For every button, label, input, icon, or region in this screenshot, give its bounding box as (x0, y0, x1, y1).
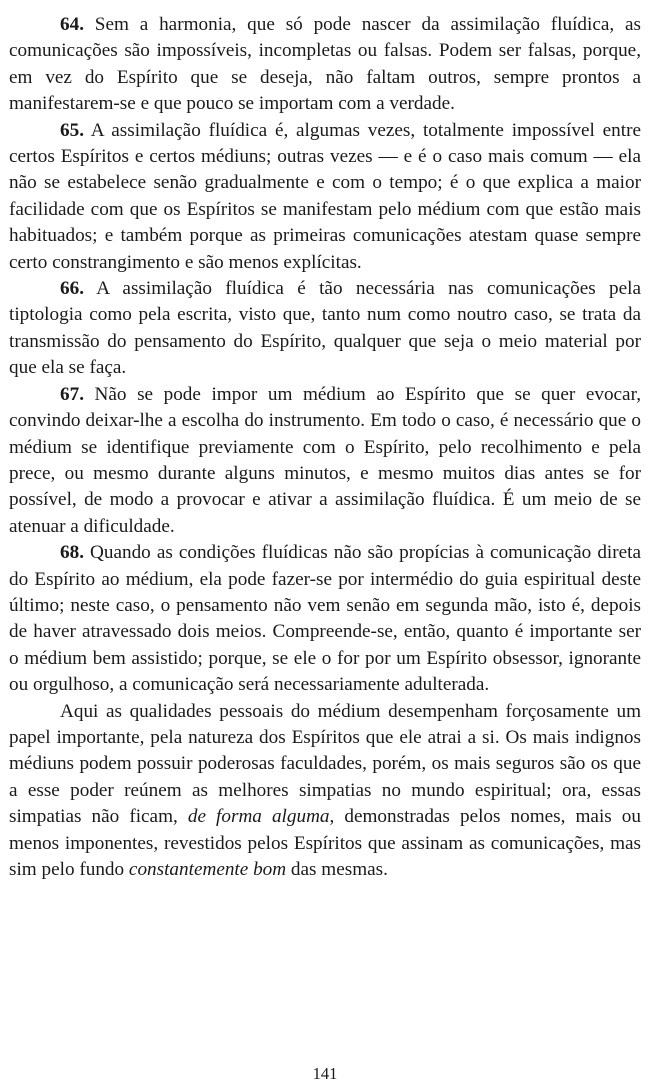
paragraph-number: 66. (60, 278, 84, 300)
paragraph-number: 65. (60, 119, 84, 141)
paragraph-67 (9, 382, 641, 540)
page-body (9, 12, 641, 883)
paragraph-68 (9, 540, 641, 698)
paragraph-number: 68. (60, 542, 84, 564)
paragraph-final (9, 699, 641, 884)
paragraph-text: , demonstradas pelos nomes, mais ou menos imponentes, revestidos pelos Espíritos que assinam as comunicações, mas sim pelo fundo (9, 806, 641, 880)
paragraph-text: Quando as condições fluídicas não são propícias à comunicação direta do Espírito ao médium, ela pode fazer-se por intermédio do guia espiritual deste último; neste caso, o pensamento não vem senão em segunda mão, isto é, depois de haver atravessado dois meios. Compreende-se, então, quanto é importante ser o médium bem assistido; porque, se ele o for por um Espírito obsessor, ignorante ou orgulhoso, a comunicação será necessariamente adulterada. (9, 542, 641, 696)
paragraph-text: Não se pode impor um médium ao Espírito que se quer evocar, convindo deixar-lhe a escolha do instrumento. Em todo o caso, é necessário que o médium se identifique previamente com o Espírito, pelo recolhimento e pela prece, ou mesmo durante alguns minutos, e mesmo muitos dias antes se for possível, de modo a provocar e ativar a assimilação fluídica. É um meio de se atenuar a dificuldade. (9, 383, 641, 537)
paragraph-65 (9, 118, 641, 276)
paragraph-text: A assimilação fluídica é, algumas vezes, totalmente impossível entre certos Espíritos e certos médiuns; outras vezes — e é o caso mais comum — ela não se estabelece senão gradualmente e com o tempo; é o que explica a maior facilidade com que os Espíritos se manifestam pelo médium com que estão mais habituados; e também porque as primeiras comunicações atestam quase sempre certo constrangimento e são menos explícitas. (9, 119, 641, 273)
paragraph-text: Sem a harmonia, que só pode nascer da assimilação fluídica, as comunicações são impossíveis, incompletas ou falsas. Podem ser falsas, porque, em vez do Espírito que se deseja, não faltam outros, sempre prontos a manifestarem-se e que pouco se importam com a verdade. (9, 14, 641, 115)
emphasis-text: constantemente bom (128, 859, 287, 880)
paragraph-64 (9, 12, 641, 118)
paragraph-66 (9, 276, 641, 382)
paragraph-text: das mesmas. (286, 859, 388, 880)
emphasis-text: de forma alguma (187, 806, 330, 828)
paragraph-number: 64. (60, 14, 84, 35)
page-number: 141 (312, 1064, 338, 1083)
paragraph-number: 67. (60, 383, 84, 405)
paragraph-text: A assimilação fluídica é tão necessária nas comunicações pela tiptologia como pela escrita, visto que, tanto num como noutro caso, se trata da transmissão do pensamento do Espírito, qualquer que seja o meio material por que ela se faça. (9, 278, 641, 379)
paragraph-text: Aqui as qualidades pessoais do médium desempenham forçosamente um papel importante, pela natureza dos Espíritos que ele atrai a si. Os mais indignos médiuns podem possuir poderosas faculdades, porém, os mais seguros são os que a esse poder reúnem as melhores simpatias no mundo espiritual; ora, essas simpatias não ficam, (9, 700, 641, 828)
